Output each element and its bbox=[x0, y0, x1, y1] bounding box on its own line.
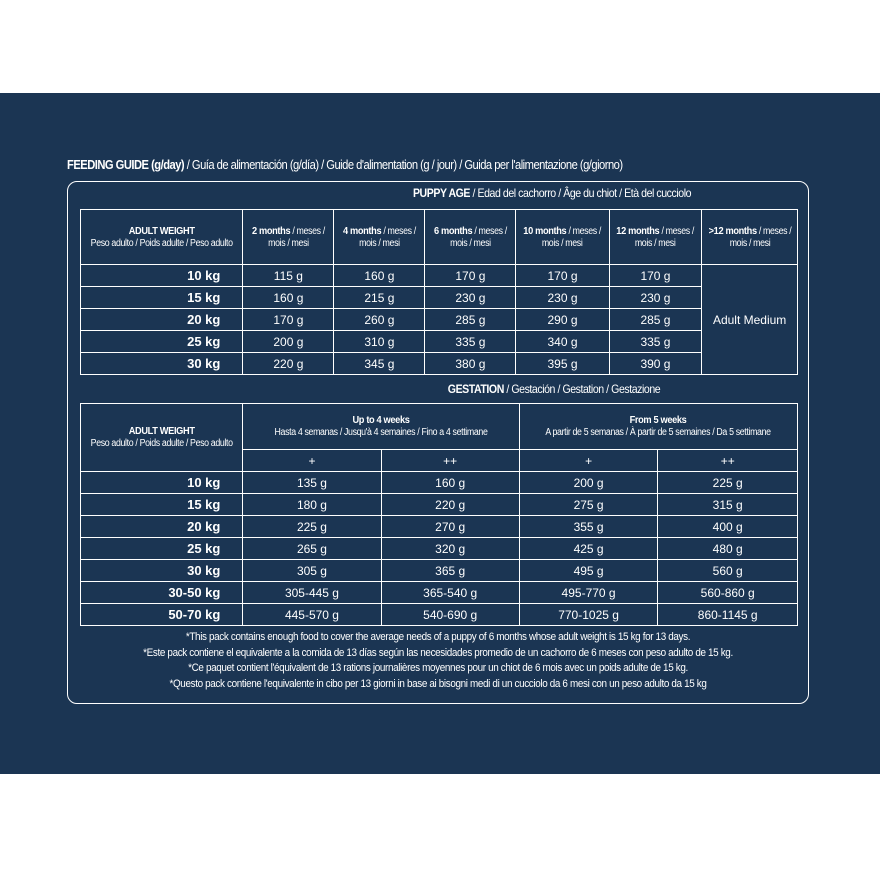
feeding-guide-title bbox=[67, 157, 623, 172]
weight-cell: 30 kg bbox=[81, 560, 243, 582]
value-cell: 275 g bbox=[519, 494, 658, 516]
table-row bbox=[81, 582, 798, 604]
table-row bbox=[81, 309, 798, 331]
value-cell: 345 g bbox=[334, 353, 425, 375]
title-rest: / Guía de alimentación (g/día) / Guide d'alimentation (g / jour) / Guida per l'alimentazione (g/giorno) bbox=[184, 157, 623, 172]
value-cell: 365-540 g bbox=[381, 582, 519, 604]
value-cell: 285 g bbox=[425, 309, 516, 331]
weight-header-bold: ADULT WEIGHT bbox=[128, 224, 195, 237]
value-cell: 200 g bbox=[519, 472, 658, 494]
value-cell: 355 g bbox=[519, 516, 658, 538]
gestation-bold: GESTATION bbox=[447, 382, 504, 396]
table-row bbox=[81, 560, 798, 582]
value-cell: 395 g bbox=[516, 353, 609, 375]
puppy-col-header: 2 months / meses / mois / mesi bbox=[243, 210, 334, 265]
puppy-col-header: 4 months / meses / mois / mesi bbox=[334, 210, 425, 265]
gestation-table bbox=[80, 403, 798, 626]
table-row bbox=[81, 265, 798, 287]
value-cell: 115 g bbox=[243, 265, 334, 287]
title-bold: FEEDING GUIDE (g/day) bbox=[67, 157, 185, 172]
footnote-es: *Este pack contiene el equivalente a la comida de 13 días según las necesidades promedio de un cachorro de 6 meses con peso adulto de 15 kg. bbox=[143, 646, 733, 659]
value-cell: 230 g bbox=[425, 287, 516, 309]
value-cell: 265 g bbox=[243, 538, 381, 560]
weight-cell: 50-70 kg bbox=[81, 604, 243, 626]
level-cell: ++ bbox=[658, 450, 798, 472]
value-cell: 160 g bbox=[381, 472, 519, 494]
value-cell: 335 g bbox=[425, 331, 516, 353]
value-cell: 315 g bbox=[658, 494, 798, 516]
weight-cell: 20 kg bbox=[81, 309, 243, 331]
footnotes bbox=[67, 630, 809, 692]
weight-cell: 20 kg bbox=[81, 516, 243, 538]
value-cell: 170 g bbox=[243, 309, 334, 331]
value-cell: 225 g bbox=[658, 472, 798, 494]
gestation-rest: / Gestación / Gestation / Gestazione bbox=[503, 382, 661, 396]
value-cell: 260 g bbox=[334, 309, 425, 331]
weight-cell: 15 kg bbox=[81, 287, 243, 309]
weight-header-bold: ADULT WEIGHT bbox=[128, 425, 195, 437]
table-row bbox=[81, 494, 798, 516]
weight-cell: 30 kg bbox=[81, 353, 243, 375]
table-row bbox=[81, 353, 798, 375]
puppy-weight-header bbox=[81, 210, 243, 265]
value-cell: 270 g bbox=[381, 516, 519, 538]
level-cell: + bbox=[519, 450, 658, 472]
value-cell: 320 g bbox=[381, 538, 519, 560]
value-cell: 290 g bbox=[516, 309, 609, 331]
weight-cell: 30-50 kg bbox=[81, 582, 243, 604]
value-cell: 540-690 g bbox=[381, 604, 519, 626]
value-cell: 170 g bbox=[609, 265, 702, 287]
gestation-group-row bbox=[81, 404, 798, 450]
value-cell: 310 g bbox=[334, 331, 425, 353]
value-cell: 445-570 g bbox=[243, 604, 381, 626]
gestation-label bbox=[330, 382, 779, 396]
footnote-it: *Questo pack contiene l'equivalente in cibo per 13 giorni in base ai bisogni medi di un cucciolo da 6 mesi con un peso adulto da 15 kg bbox=[169, 677, 707, 690]
value-cell: 200 g bbox=[243, 331, 334, 353]
level-cell: + bbox=[243, 450, 381, 472]
group-header-up-to-4-weeks: Up to 4 weeks Hasta 4 semanas / Jusqu'à 4 semaines / Fino a 4 settimane bbox=[243, 404, 519, 450]
level-cell: ++ bbox=[381, 450, 519, 472]
value-cell: 390 g bbox=[609, 353, 702, 375]
weight-header-rest: Peso adulto / Poids adulte / Peso adulto bbox=[90, 237, 233, 249]
group-header-from-5-weeks: From 5 weeks A partir de 5 semanas / À partir de 5 semaines / Da 5 settimane bbox=[519, 404, 797, 450]
table-row bbox=[81, 331, 798, 353]
value-cell: 220 g bbox=[381, 494, 519, 516]
table-row bbox=[81, 472, 798, 494]
weight-cell: 15 kg bbox=[81, 494, 243, 516]
value-cell: 285 g bbox=[609, 309, 702, 331]
table-row bbox=[81, 516, 798, 538]
value-cell: 230 g bbox=[609, 287, 702, 309]
puppy-age-bold: PUPPY AGE bbox=[412, 186, 471, 200]
puppy-header-row bbox=[81, 210, 798, 265]
gestation-weight-header bbox=[81, 404, 243, 472]
value-cell: 860-1145 g bbox=[658, 604, 798, 626]
puppy-age-rest: / Edad del cachorro / Âge du chiot / Età del cucciolo bbox=[470, 186, 692, 200]
value-cell: 180 g bbox=[243, 494, 381, 516]
value-cell: 495 g bbox=[519, 560, 658, 582]
value-cell: 230 g bbox=[516, 287, 609, 309]
footnote-en: *This pack contains enough food to cover the average needs of a puppy of 6 months whose adult weight is 15 kg for 13 days. bbox=[185, 631, 691, 643]
puppy-col-header: >12 months / meses / mois / mesi bbox=[702, 210, 798, 265]
value-cell: 365 g bbox=[381, 560, 519, 582]
value-cell: 770-1025 g bbox=[519, 604, 658, 626]
footnote-fr: *Ce paquet contient l'équivalent de 13 rations journalières moyennes pour un chiot de 6 mois avec un poids adulte de 15 kg. bbox=[188, 662, 688, 674]
value-cell: 160 g bbox=[243, 287, 334, 309]
value-cell: 560-860 g bbox=[658, 582, 798, 604]
value-cell: 170 g bbox=[516, 265, 609, 287]
adult-medium-cell: Adult Medium bbox=[702, 265, 798, 375]
puppy-age-label bbox=[330, 186, 774, 200]
puppy-table bbox=[80, 209, 798, 375]
puppy-col-header: 10 months / meses / mois / mesi bbox=[516, 210, 609, 265]
puppy-col-header: 12 months / meses / mois / mesi bbox=[609, 210, 702, 265]
value-cell: 560 g bbox=[658, 560, 798, 582]
table-row bbox=[81, 538, 798, 560]
weight-cell: 10 kg bbox=[81, 472, 243, 494]
value-cell: 400 g bbox=[658, 516, 798, 538]
table-row bbox=[81, 604, 798, 626]
value-cell: 480 g bbox=[658, 538, 798, 560]
value-cell: 425 g bbox=[519, 538, 658, 560]
value-cell: 225 g bbox=[243, 516, 381, 538]
value-cell: 220 g bbox=[243, 353, 334, 375]
weight-cell: 25 kg bbox=[81, 538, 243, 560]
weight-cell: 25 kg bbox=[81, 331, 243, 353]
value-cell: 215 g bbox=[334, 287, 425, 309]
value-cell: 305 g bbox=[243, 560, 381, 582]
puppy-col-header: 6 months / meses / mois / mesi bbox=[425, 210, 516, 265]
value-cell: 305-445 g bbox=[243, 582, 381, 604]
value-cell: 380 g bbox=[425, 353, 516, 375]
table-row bbox=[81, 287, 798, 309]
value-cell: 335 g bbox=[609, 331, 702, 353]
value-cell: 340 g bbox=[516, 331, 609, 353]
value-cell: 160 g bbox=[334, 265, 425, 287]
value-cell: 495-770 g bbox=[519, 582, 658, 604]
value-cell: 135 g bbox=[243, 472, 381, 494]
weight-cell: 10 kg bbox=[81, 265, 243, 287]
weight-header-rest: Peso adulto / Poids adulte / Peso adulto bbox=[90, 438, 233, 449]
value-cell: 170 g bbox=[425, 265, 516, 287]
